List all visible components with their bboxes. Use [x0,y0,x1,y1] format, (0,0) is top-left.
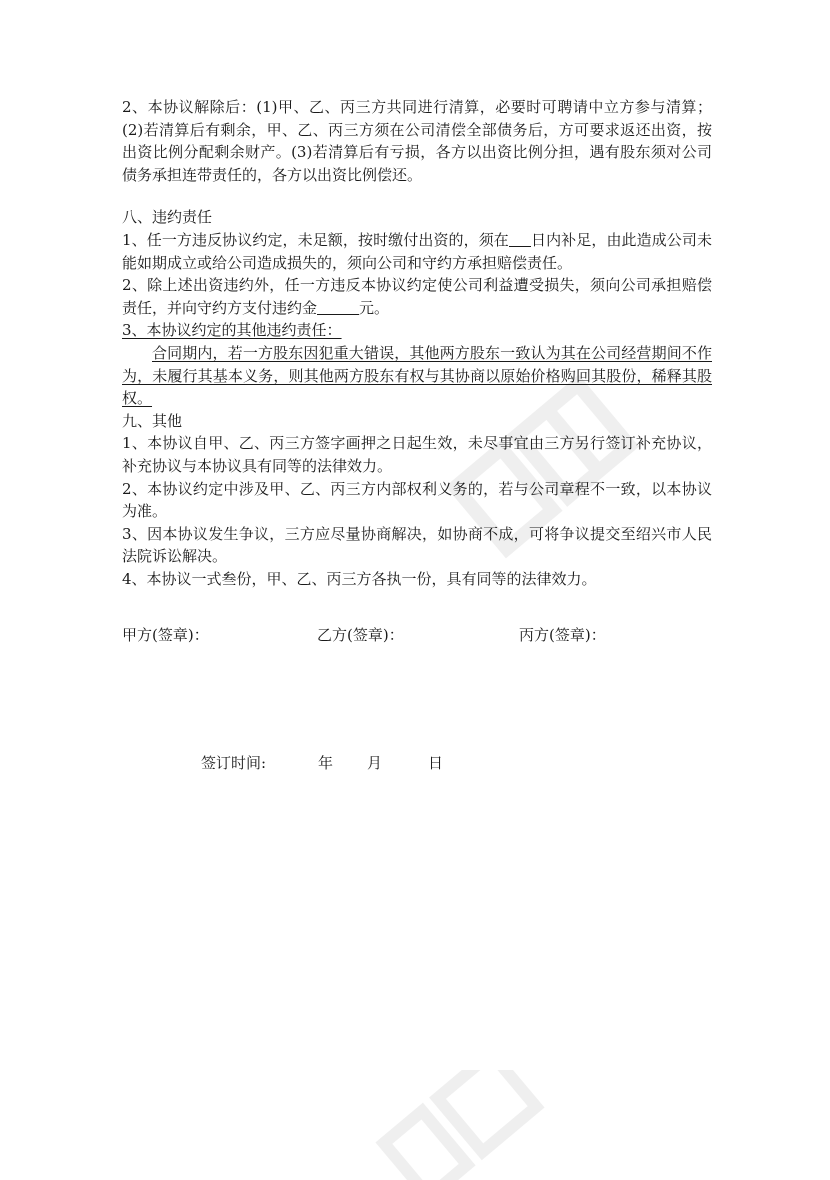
penalty-amount-blank-field [317,298,359,315]
section-8-item-2-text-b: 元。 [359,298,390,317]
watermark-footer-icon [330,1070,590,1180]
signing-date-day: 日 [428,754,444,772]
section-8-heading: 八、违约责任 [122,208,213,227]
signing-date-month: 月 [367,754,383,772]
section-9-item-2: 2、本协议约定中涉及甲、乙、丙三方内部权利义务的，若与公司章程不一致，以本协议为准。 [122,479,712,521]
section-8-item-3-detail-text: 合同期内，若一方股东因犯重大错误，其他两方股东一致认为其在公司经营期间不作为，未履行其基本义务，则其他两方股东有权与其协商以原始价格购回其股份，稀释其股权。 [122,343,712,408]
section-9-item-4: 4、本协议一式叁份，甲、乙、丙三方各执一份，具有同等的法律效力。 [122,569,597,588]
party-c-signature-label: 丙方(签章)： [519,626,606,644]
section-8-item-1 [122,229,712,274]
section-9-heading: 九、其他 [122,411,183,430]
section-9-item-3: 3、因本协议发生争议，三方应尽量协商解决，如协商不成，可将争议提交至绍兴市人民法院诉讼解决。 [122,524,712,566]
section-8-item-2-text-a: 2、除上述出资违约外，任一方违反本协议约定使公司利益遭受损失，须向公司承担赔偿责任，并向守约方支付违约金 [122,276,712,317]
section-8-item-3-text: 3、本协议约定的其他违约责任： [122,321,342,340]
document-body [122,96,712,590]
party-b-signature-label: 乙方(签章)： [317,626,404,644]
days-blank-field [509,230,531,247]
signing-date-year: 年 [318,754,334,772]
section-8-item-1-text-a: 1、任一方违反协议约定，未足额，按时缴付出资的，须在 [122,230,509,249]
spacer [122,186,712,206]
section-8-item-2 [122,274,712,319]
section-8-item-3-detail [122,342,712,410]
section-8-item-3 [122,319,712,342]
party-a-signature-label: 甲方(签章)： [122,626,209,644]
section-9-item-1: 1、本协议自甲、乙、丙三方签字画押之日起生效，未尽事宜由三方另行签订补充协议，补充协议与本协议具有同等的法律效力。 [122,434,712,475]
signing-date-label: 签订时间: [201,754,267,772]
section-8-item-1-text-b: 日内补足，由此造成公司未能如期成立或给公司造成损失的，须向公司和守约方承担赔偿责任。 [122,230,712,272]
clause-liquidation: 2、本协议解除后：(1)甲、乙、丙三方共同进行清算，必要时可聘请中立方参与清算；(2)若清算后有剩余，甲、乙、丙三方须在公司清偿全部债务后，方可要求返还出资，按出资比例分配剩余财产。(3)若清算后有亏损，各方以出资比例分担，遇有股东须对公司债务承担连带责任的，各方以出资比例偿还。 [122,98,712,184]
